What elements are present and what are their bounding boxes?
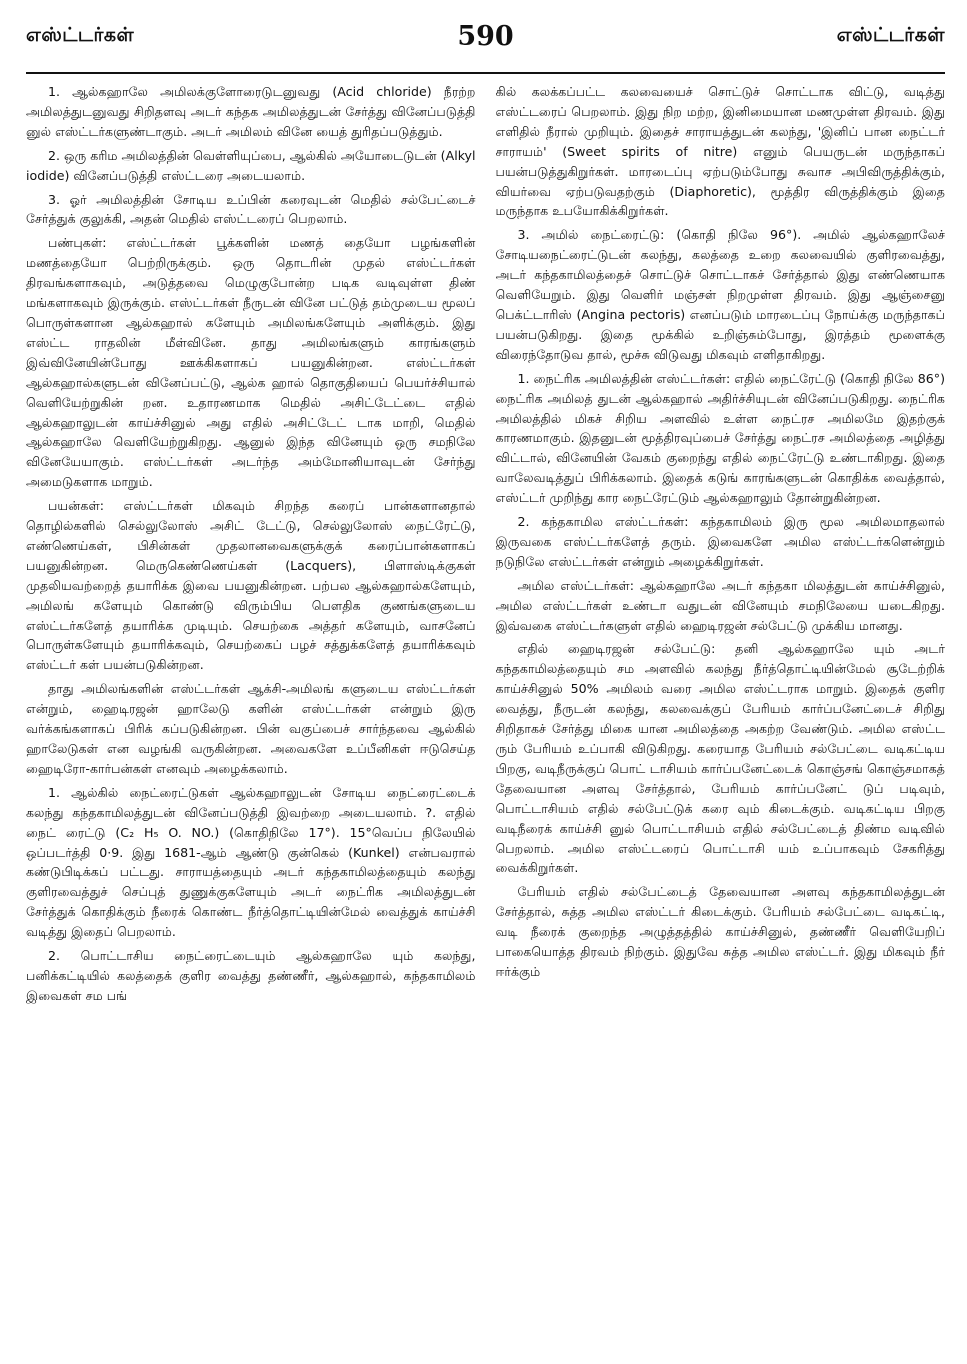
paragraph-sulphuric-acid-esters: 2. கந்தகாமில எஸ்ட்டர்கள்: கந்தகாமிலம் இரு மூல அமிலமாதலால் இருவகை எஸ்ட்டர்களேத் தரும். இவைகளே அமில எஸ்ட்டர்களென்றும் நடுநிலே எஸ்ட்டர்கள் என்றும் அழைக்கிறுர்கள். xyxy=(495,514,945,569)
two-column-body xyxy=(26,82,945,1364)
paragraph-mineral-acid-esters: தாது அமிலங்களின் எஸ்ட்டர்கள் ஆக்சி-அமிலங் களுடைய எஸ்ட்டர்கள் என்றும், ஹைடிரஜன் ஹாலேடு களின் எஸ்ட்டர்கள் என்றும் இரு வர்க்கங்களாகப் பிரிக் கப்படுகின்றன. பின் வகுப்பைச் சார்ந்தவை ஆல்கில் ஹாலேடுகள் என வழங்கி வருகின்றன. அவைகளே உப்பீனிகள் ஈடுசெய்த ஹைடிரோ-கார்பன்கள் எனவும் அழைக்கலாம். xyxy=(26,681,476,776)
right-column xyxy=(496,82,946,1364)
page-header xyxy=(26,18,945,74)
paragraph-methyl-sulphate-method: 3. ஓர் அமிலத்தின் சோடிய உப்பின் கரைவுடன் மெதில் சல்பேட்டைச் சேர்த்துக் குலுக்கி, அதன் மெதில் எஸ்ட்டரைப் பெறலாம். xyxy=(26,191,476,227)
paragraph-alkyl-iodide-method: 2. ஒரு கரிம அமிலத்தின் வெள்ளியுப்பை, ஆல்கில் அயோடைடுடன் (Alkyl iodide) வினேப்படுத்தி எஸ்ட்டரை அடையலாம். xyxy=(26,147,476,183)
paragraph-continuation: கில் கலக்கப்பட்ட கலவையைச் சொட்டுச் சொட்டாக விட்டு, வடித்து எஸ்ட்டரைப் பெறலாம். இது நிற மற்ற, இனிமையான மணமுள்ள திரவம். இது எளிதில் நீரால் முறியும். இதைச் சாராயத்துடன் கலந்து, 'இனிப் பான நைட்டர் சாராயம்' (Sweet spirits of nitre) எனும் பெயருடன் மருந்தாகப் பயன்படுத்துகிறுர்கள். மாரடைப்பு ஏற்படும்போது சுவாச அபிவிருத்திக்கும், வியர்வை ஏற்படுவதற்கும் (Diaphoretic), மூத்திர விருத்திக்கும் இதை மருந்தாக உபயோகிக்கிறுர்கள். xyxy=(495,84,945,219)
paragraph-ethyl-hydrogen-sulphate: எதில் ஹைடிரஜன் சல்பேட்டு: தனி ஆல்கஹாலே யும் அடர் கந்தகாமிலத்தையும் சம அளவில் கலந்து நீர்த்தொட்டியின்மேல் சூடேற்றிக் காய்ச்சினுல் 50% அமிலம் வரை அமில எஸ்ட்டராக மாறும். இதைக் குளிர வைத்து, நீருடன் கலந்து, கலவைக்குப் பேரியம் கார்ப்பனேட்டைச் சிறிது சிறிதாகச் சேர்த்து மிகை யான அமிலத்தை அகற்ற வேண்டும். அமில எஸ்ட்ட ரும் பேரியம் உப்பாகி விடுகிறது. கரையாத பேரியம் சல்பேட்டை வடிகட்டிய பிறகு, வடிநீருக்குப் பொட் டாசியம் கார்ப்பனேட்டைக் கொஞ்சங் கொஞ்சமாகத் தேவையான அளவு சேர்த்தால், பேரியம் கார்ப்பனேட் டுப் படிவும், பொட்டாசியம் எதில் சல்பேட்டுக் கரை வும் கிடைக்கும். வடிகட்டிய பிறகு வடிநீரைக் காய்ச்சி னுல் பொட்டாசியம் எதில் சல்பேட்டைத் திண்ம வடிவில் பெறலாம். அமில எஸ்ட்டரைப் பொட்டாசி யம் உப்பாகவும் சேகரித்து வைக்கிறுர்கள். xyxy=(495,641,945,876)
paragraph-amyl-nitrite: 3. அமில் நைட்ரைட்டு: (கொதி நிலே 96°). அமில் ஆல்கஹாலேச் சோடியநைட்ரைட்டுடன் கலந்து, கலத்தை உறை கலவையில் குளிரவைத்து, அடர் கந்தகாமிலத்தைச் சொட்டுச் சொட்டாகச் சேர்த்தால் இது எண்ணெயாக வெளியேறும். இது வெளிர் மஞ்சள் நிறமுள்ள திரவம். இது ஆஞ்சைனு பெக்ட்டாரிஸ் (Angina pectoris) எனப்படும் மாரடைப்பு நோய்க்கு மருந்தாகப் பயன்படுகிறது. இதை மூக்கில் உறிஞ்சும்போது, இரத்தம் மூளைக்கு விரைந்தோடுவ தால், மூச்சு விடுவது மிகவும் எளிதாகிறது. xyxy=(495,227,945,362)
paragraph-uses: பயன்கள்: எஸ்ட்டர்கள் மிகவும் சிறந்த கரைப் பான்களானதால் தொழில்களில் செல்லுலோஸ் அசிட் டேட்டு, செல்லுலோஸ் நைட்ரேட்டு, எண்ணெய்கள், பிசின்கள் முதலானவைகளுக்குக் கரைப்பான்களாகப் பயனுகின்றன. மெருகெண்ணெய்கள் (Lacquers), பிளாஸ்டிக்குகள் முதலியவற்றைத் தயாரிக்க இவை பயனுகின்றன. பற்பல ஆல்கஹால்களேயும், அமிலங் களேயும் கொண்டு விரும்பிய பௌதிக குணங்களுடைய எஸ்ட்டர்களேத் தயாரிக்க முடியும். செயற்கை அத்தர் களேயும், வாசனேப் பொருள்களேயும் தயாரிக்கவும், செயற்கைப் பழச் சத்துக்களேத் தயாரிக்கவும் எஸ்ட்டர் கள் பயன்படுகின்றன. xyxy=(26,498,476,673)
paragraph-alkyl-nitrites: 1. ஆல்கில் நைட்ரைட்டுகள் ஆல்கஹாலுடன் சோடிய நைட்ரைட்டைக் கலந்து கந்தகாமிலத்துடன் வினேப்படுத்தி இவற்றை அடையலாம். ?. எதில் நைட் ரைட்டு (C₂ H₅ O. NO.) (கொதிநிலே 17°). 15°வெப்ப நிலேயில் ஒப்படர்த்தி 0·9. இது 1681-ஆம் ஆண்டு குன்கெல் (Kunkel) என்பவரால் கண்டுபிடிக்கப் பட்டது. சாராயத்தையும் அடர் கந்தகாமிலத்தையும் கலந்து குளிரவைத்துச் செப்புத் துணுக்குகளேயும் அடர் நைட்ரிக அமிலத்துடன் சேர்த்துக் கொதிக்கும் நீரைக் கொண்ட நீர்த்தொட்டியின்மேல் வைத்துக் காய்ச்சி வடித்து இதைப் பெறலாம். xyxy=(26,784,476,940)
page-number: 590 xyxy=(457,20,514,52)
paragraph-potassium-nitrite: 2. பொட்டாசிய நைட்ரைட்டையும் ஆல்கஹாலே யும் கலந்து, பனிக்கட்டியில் கலத்தைக் குளிர வைத்து தண்ணீர், ஆல்கஹால், கந்தகாமிலம் இவைகள் சம பங் xyxy=(26,948,476,1003)
paragraph-nitric-acid-esters: 1. நைட்ரிக அமிலத்தின் எஸ்ட்டர்கள்: எதில் நைட்ரேட்டு (கொதி நிலே 86°) நைட்ரிக அமிலத் துடன் ஆல்கஹால் அதிர்ச்சியுடன் வினேப்படுகிறது. நைட்ரிக அமிலத்தில் மிகச் சிறிய அளவில் உள்ள நைட்ரச அமிலமே இதற்குக் காரணமாகும். இதனுடன் மூத்திரவுப்பைச் சேர்த்து நைட்ரச அமிலத்தை அழித்து விட்டால், வினேயின் வேகம் குறைந்து எதில் நைட்ரேட்டு உண்டாகிறது. இதை வாலேவடித்துப் பிரிக்கலாம். இதைக் கடுங் காரங்களுடன் கொதிக்க வைத்தால், எஸ்ட்டர் முறிந்து கார நைட்ரேட்டும் ஆல்கஹாலும் தோன்றுகின்றன. xyxy=(495,370,945,506)
paragraph-acid-chloride-method: 1. ஆல்கஹாலே அமிலக்குளோரைடுடனுவது (Acid chloride) நீரற்ற அமிலத்துடனுவது சிறிதளவு அடர் கந்தக அமிலத்துடன் சேர்த்து வினேப்படுத்தி னுல் எஸ்ட்டர்களுண்டாகும். அடர் அமிலம் வினே யைத் துரிதப்படுத்தும். xyxy=(26,84,476,139)
running-head-left: எஸ்ட்டர்கள் xyxy=(26,23,135,46)
left-column xyxy=(26,82,476,1364)
paragraph-barium-ethyl-sulphate: பேரியம் எதில் சல்பேட்டைத் தேவையான அளவு கந்தகாமிலத்துடன் சேர்த்தால், சுத்த அமில எஸ்ட்டர் கிடைக்கும். பேரியம் சல்பேட்டை வடிகட்டி, வடி நீரைக் குறைந்த அழுத்தத்தில் காய்ச்சினுல், தண்ணீர் வெளியேறிப் பாகையொத்த திரவம் நிற்கும். இதுவே சுத்த அமில எஸ்ட்டர். இது மிகவும் நீர் ஈர்க்கும் xyxy=(495,884,945,979)
paragraph-properties: பண்புகள்: எஸ்ட்டர்கள் பூக்களின் மணத் தையோ பழங்களின் மணத்தையோ பெற்றிருக்கும். ஒரு தொடரின் முதல் எஸ்ட்டர்கள் திரவங்களாகவும், அடுத்தவை மெழுகுபோன்ற படிக வடிவுள்ள திண் மங்களாகவும் இருக்கும். எஸ்ட்டர்கள் நீருடன் வினே பட்டுத் தம்முடைய மூலப் பொருள்களான ஆல்கஹால் களேயும் அமிலங்களேயும் அளிக்கும். இது எஸ்ட்ட ராதலின் மீள்வினே. தாது அமிலங்களும் காரங்களும் இவ்வினேயின்போது ஊக்கிகளாகப் பயனுகின்றன. எஸ்ட்டர்கள் ஆல்கஹால்களுடன் வினேப்பட்டு, ஆல்க ஹால் தொகுதியைப் பெயர்ச்சியால் வெளியேற்றுகின் றன. உதாரணமாக மெதில் அசிட்டேட்டை எதில் ஆல்கஹாலுடன் காய்ச்சினுல் அது எதில் அசிட்டேட் டாக மாறி, மெதில் ஆல்கஹாலே வெளியேற்றுகிறது. ஆனுல் இந்த வினேயும் ஒரு சமநிலே வினேயேயாகும். எஸ்ட்டர்கள் அடர்ந்த அம்மோனியாவுடன் சேர்ந்து அமைடுகளாக மாறும். xyxy=(26,235,476,490)
paragraph-acid-esters: அமில எஸ்ட்டர்கள்: ஆல்கஹாலே அடர் கந்தகா மிலத்துடன் காய்ச்சினுல், அமில எஸ்ட்டர்கள் உண்டா வதுடன் வினேயும் சமநிலேயை யடைகிறது. இவ்வகை எஸ்ட்டர்களுள் எதில் ஹைடிரஜன் சல்பேட்டு முக்கிய மானது. xyxy=(495,577,945,633)
running-head-right: எஸ்ட்டர்கள் xyxy=(836,23,945,46)
